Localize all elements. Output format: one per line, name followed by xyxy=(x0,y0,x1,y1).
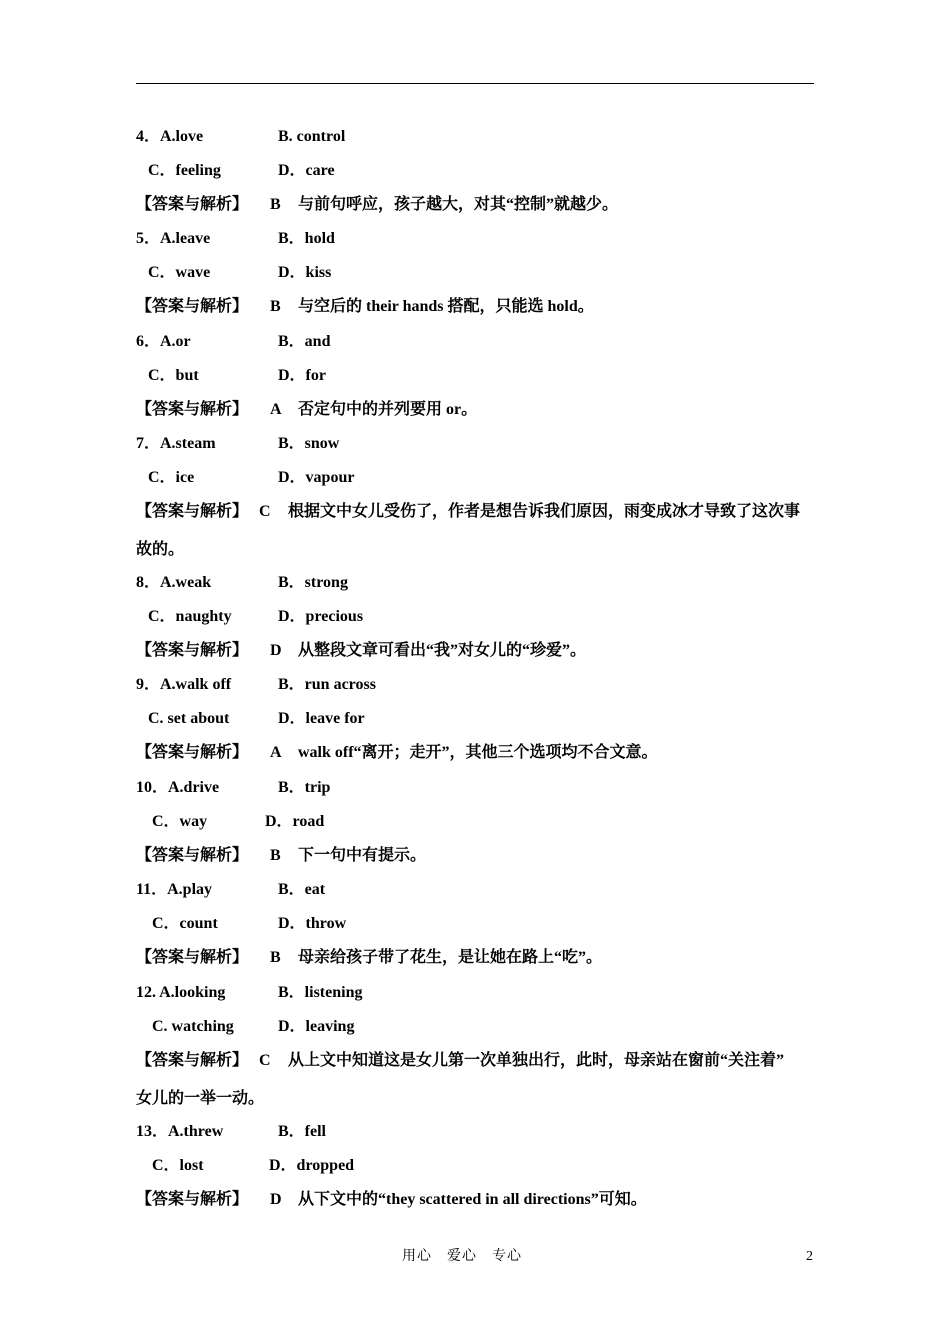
option-b: B．strong xyxy=(278,574,348,591)
option-c: C．naughty xyxy=(148,608,232,625)
option-a: 5．A.leave xyxy=(136,230,211,247)
answer-key: C xyxy=(259,503,271,520)
answer-11 xyxy=(136,948,602,968)
option-a: 6．A.or xyxy=(136,333,191,350)
question-9-row-cd xyxy=(136,709,365,729)
answer-key: B xyxy=(270,298,281,315)
option-a: 4．A.love xyxy=(136,128,204,145)
question-5-row-ab xyxy=(136,229,335,249)
option-d: D．precious xyxy=(278,608,364,625)
answer-explanation: 从整段文章可看出“我”对女儿的“珍爱”。 xyxy=(298,642,587,659)
answer-explanation: 从上文中知道这是女儿第一次单独出行，此时，母亲站在窗前“关注着” xyxy=(288,1052,785,1069)
question-13-row-ab xyxy=(136,1122,326,1142)
option-b: B．run across xyxy=(278,676,376,693)
question-6-row-cd xyxy=(136,366,326,386)
question-8-row-ab xyxy=(136,573,348,593)
answer-key: A xyxy=(270,744,282,761)
answer-tag: 【答案与解析】 xyxy=(136,744,249,761)
question-7-row-ab xyxy=(136,434,339,454)
answer-key: D xyxy=(270,642,282,659)
option-b: B. control xyxy=(278,128,346,145)
question-10-row-ab xyxy=(136,778,330,798)
question-12-row-ab xyxy=(136,983,362,1003)
page-number: 2 xyxy=(806,1249,813,1264)
answer-12-continued: 女儿的一举一动。 xyxy=(136,1090,265,1107)
answer-tag: 【答案与解析】 xyxy=(136,847,249,864)
header-rule xyxy=(136,83,814,84)
option-d: D．throw xyxy=(278,915,347,932)
answer-key: C xyxy=(259,1052,271,1069)
option-d: D．vapour xyxy=(278,469,355,486)
answer-8 xyxy=(136,641,586,661)
answer-4 xyxy=(136,195,618,215)
option-d: D．kiss xyxy=(278,264,332,281)
answer-tag: 【答案与解析】 xyxy=(136,401,249,418)
option-b: B．fell xyxy=(278,1123,326,1140)
question-11-row-cd xyxy=(136,914,346,934)
question-11-row-ab xyxy=(136,880,325,900)
option-c: C．but xyxy=(148,367,199,384)
question-6-row-ab xyxy=(136,332,330,352)
answer-tag: 【答案与解析】 xyxy=(136,1191,249,1208)
answer-key: B xyxy=(270,949,281,966)
option-a: 8．A.weak xyxy=(136,574,212,591)
answer-explanation: 否定句中的并列要用 or。 xyxy=(298,401,478,418)
option-b: B．trip xyxy=(278,779,331,796)
answer-key: D xyxy=(270,1191,282,1208)
option-c: C．wave xyxy=(148,264,211,281)
option-d: D．road xyxy=(265,813,325,830)
answer-5 xyxy=(136,297,594,317)
answer-explanation: 根据文中女儿受伤了，作者是想告诉我们原因，雨变成冰才导致了这次事 xyxy=(288,503,801,520)
question-7-row-cd xyxy=(136,468,354,488)
answer-explanation: 下一句中有提示。 xyxy=(298,847,427,864)
option-a: 11．A.play xyxy=(136,881,213,898)
option-d: D．leaving xyxy=(278,1018,355,1035)
option-a: 7．A.steam xyxy=(136,435,216,452)
question-13-row-cd xyxy=(136,1156,354,1176)
answer-13 xyxy=(136,1190,647,1210)
answer-tag: 【答案与解析】 xyxy=(136,503,249,520)
question-12-row-cd xyxy=(136,1017,354,1037)
option-d: D．leave for xyxy=(278,710,365,727)
answer-tag: 【答案与解析】 xyxy=(136,298,249,315)
option-b: B．snow xyxy=(278,435,340,452)
option-a: 13．A.threw xyxy=(136,1123,224,1140)
answer-6 xyxy=(136,400,477,420)
option-b: B．eat xyxy=(278,881,326,898)
footer-motto: 用心 爱心 专心 xyxy=(402,1249,522,1264)
option-b: B．listening xyxy=(278,984,363,1001)
option-d: D．for xyxy=(278,367,326,384)
answer-explanation: 与前句呼应，孩子越大，对其“控制”就越少。 xyxy=(298,196,619,213)
answer-7 xyxy=(136,502,800,522)
answer-explanation: 与空后的 their hands 搭配，只能选 hold。 xyxy=(298,298,594,315)
answer-key: B xyxy=(270,847,281,864)
answer-key: A xyxy=(270,401,282,418)
option-a: 9．A.walk off xyxy=(136,676,232,693)
answer-10 xyxy=(136,846,426,866)
option-c: C．lost xyxy=(152,1157,204,1174)
option-c: C. set about xyxy=(148,710,230,727)
answer-key: B xyxy=(270,196,281,213)
answer-7-continued: 故的。 xyxy=(136,541,185,558)
answer-explanation: 从下文中的“they scattered in all directions”可知。 xyxy=(298,1191,647,1208)
option-d: D．dropped xyxy=(269,1157,355,1174)
question-5-row-cd xyxy=(136,263,331,283)
option-c: C．feeling xyxy=(148,162,221,179)
question-4-row-cd xyxy=(136,161,335,181)
question-9-row-ab xyxy=(136,675,376,695)
option-c: C．ice xyxy=(148,469,195,486)
answer-tag: 【答案与解析】 xyxy=(136,949,249,966)
option-d: D．care xyxy=(278,162,335,179)
answer-explanation: walk off“离开；走开”，其他三个选项均不合文意。 xyxy=(298,744,658,761)
question-4-row-ab xyxy=(136,127,345,147)
option-c: C．way xyxy=(152,813,208,830)
question-10-row-cd xyxy=(136,812,324,832)
answer-tag: 【答案与解析】 xyxy=(136,196,249,213)
answer-tag: 【答案与解析】 xyxy=(136,642,249,659)
answer-12 xyxy=(136,1051,784,1071)
option-b: B．and xyxy=(278,333,331,350)
question-8-row-cd xyxy=(136,607,363,627)
option-c: C．count xyxy=(152,915,218,932)
option-a: 10．A.drive xyxy=(136,779,220,796)
answer-tag: 【答案与解析】 xyxy=(136,1052,249,1069)
option-b: B．hold xyxy=(278,230,335,247)
option-c: C. watching xyxy=(152,1018,234,1035)
answer-9 xyxy=(136,743,658,763)
option-a: 12. A.looking xyxy=(136,984,226,1001)
answer-explanation: 母亲给孩子带了花生，是让她在路上“吃”。 xyxy=(298,949,603,966)
